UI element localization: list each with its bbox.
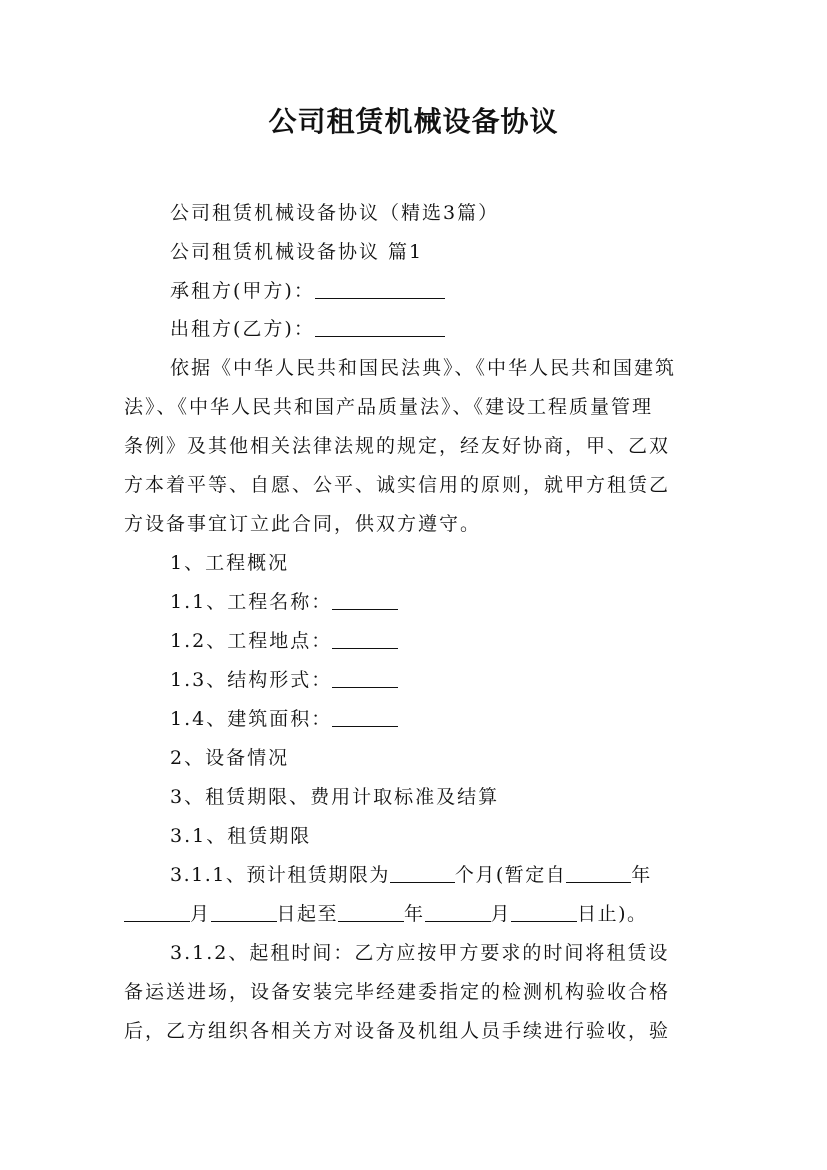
clause-line <box>170 665 398 692</box>
paragraph-line: 后，乙方组织各相关方对设备及机组人员手续进行验收，验 <box>124 1020 671 1042</box>
clause-line <box>170 626 398 653</box>
clause-text: 年 <box>404 903 425 925</box>
section-heading: 1、工程概况 <box>170 552 290 574</box>
fill-blank <box>390 864 455 883</box>
clause-line <box>124 899 647 926</box>
clause-text: 年 <box>631 864 652 886</box>
clause-label: 1.2、工程地点： <box>170 630 333 652</box>
paragraph-line: 条例》及其他相关法律法规的规定，经友好协商，甲、乙双 <box>124 435 671 457</box>
fill-blank <box>511 903 577 922</box>
clause-text: 月 <box>490 903 512 925</box>
clause-label: 1.4、建筑面积： <box>170 708 333 730</box>
clause-text: 月 <box>190 903 211 925</box>
paragraph-line: 法》、《中华人民共和国产品质量法》、《建设工程质量管理 <box>124 396 654 418</box>
clause-text: 日止)。 <box>577 903 648 925</box>
fill-blank <box>566 864 631 883</box>
clause-text: 个月(暂定自 <box>454 864 567 886</box>
clause-text: 3.1.1、预计租赁期限为 <box>170 864 390 886</box>
lessor-blank <box>315 318 445 337</box>
clause-label: 1.1、工程名称： <box>170 591 333 613</box>
clause-line <box>170 860 652 887</box>
clause-text: 日起至 <box>276 903 339 925</box>
section-heading: 公司租赁机械设备协议 篇1 <box>170 241 424 263</box>
paragraph-line: 3.1.2、起租时间：乙方应按甲方要求的时间将租赁设 <box>170 942 670 964</box>
fill-blank <box>425 903 491 922</box>
fill-blank <box>332 708 398 727</box>
subtitle-line: 公司租赁机械设备协议（精选3篇） <box>170 202 500 224</box>
fill-blank <box>332 669 398 688</box>
section-heading: 3.1、租赁期限 <box>170 825 312 847</box>
fill-blank <box>332 591 398 610</box>
paragraph-line: 方设备事宜订立此合同，供双方遵守。 <box>124 513 482 535</box>
clause-label: 1.3、结构形式： <box>170 669 333 691</box>
section-heading: 3、租赁期限、费用计取标准及结算 <box>170 786 500 808</box>
lessee-blank <box>315 280 445 299</box>
paragraph-line: 备运送进场，设备安装完毕经建委指定的检测机构验收合格 <box>124 981 671 1003</box>
section-heading: 2、设备情况 <box>170 747 290 769</box>
lessor-label: 出租方(乙方)： <box>170 318 315 340</box>
lessee-label: 承租方(甲方)： <box>170 280 315 302</box>
lessor-line <box>170 314 445 341</box>
fill-blank <box>124 903 190 922</box>
clause-line <box>170 587 398 614</box>
lessee-line <box>170 276 445 303</box>
paragraph-line: 依据《中华人民共和国民法典》、《中华人民共和国建筑 <box>170 357 677 379</box>
fill-blank <box>332 630 398 649</box>
document-title: 公司租赁机械设备协议 <box>268 105 559 138</box>
fill-blank <box>211 903 277 922</box>
paragraph-line: 方本着平等、自愿、公平、诚实信用的原则，就甲方租赁乙 <box>124 474 671 496</box>
clause-line <box>170 704 398 731</box>
fill-blank <box>338 903 404 922</box>
